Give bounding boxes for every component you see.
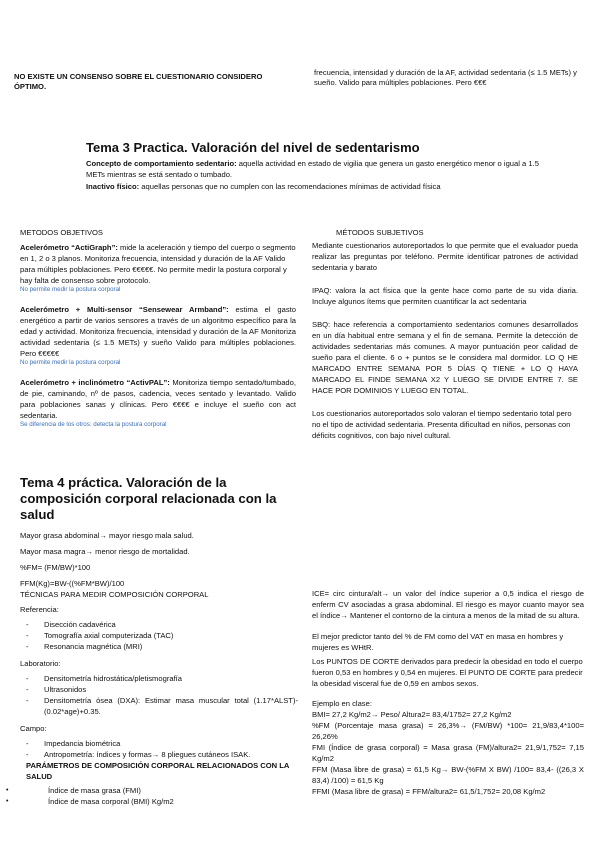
list-item: - Antropometría: índices y formas→ 8 pliegues cutáneos ISAK.: [20, 749, 298, 760]
list-item: • Índice de masa corporal (BMI) Kg/m2: [20, 796, 298, 807]
reference-label: Referencia:: [20, 605, 59, 614]
questionnaires-summary: Los cuestionarios autoreportados solo valoran el tiempo sedentario total pero no el tipo de actividad sedentaria. Presenta dificultad en niños, personas con déficits cognitivos, con bajo nivel cultural.: [312, 408, 572, 440]
right-lower-section: [312, 588, 584, 797]
actigraph-label: Acelerómetro “ActiGraph”:: [20, 242, 118, 252]
sensewear-label: Acelerómetro + Multi-sensor “Sensewear Armband”:: [20, 304, 229, 314]
subjective-intro: Mediante cuestionarios autoreportados lo que permite que el evaluador pueda realizar las preguntas por teléfono. Permite identificar patrones de actividad sedentaria y barato: [312, 240, 578, 272]
params-heading: PARÁMETROS DE COMPOSICIÓN CORPORAL RELACIONADOS CON LA SALUD: [26, 761, 290, 781]
lab-list: [20, 673, 298, 717]
concept-label: Concepto de comportamiento sedentario:: [86, 159, 237, 168]
list-item: - Tomografía axial computerizada (TAC): [20, 630, 298, 641]
list-item: - Ultrasonidos: [20, 684, 298, 695]
cut-points-text: Los PUNTOS DE CORTE derivados para predecir la obesidad en todo el cuerpo fueron 0,53 en hombres y 0,54 en mujeres. El PUNTO DE CORTE para predecir la obesidad visceral fue de 0,59 en ambos sexos.: [312, 657, 583, 688]
objective-methods: [20, 228, 296, 429]
example-line: FFMI (Masa libre de grasa) = FFM/altura2= 61,5/1,752= 20,08 Kg/m2: [312, 787, 546, 796]
list-item: • Índice de masa grasa (FMI): [20, 785, 298, 796]
actigraph-note: No permite medir la postura corporal: [20, 285, 121, 293]
sensewear-block: [20, 304, 296, 359]
inactive-label: Inactivo físico:: [86, 182, 140, 191]
activpal-label: Acelerómetro + inclinómetro “ActivPAL”:: [20, 377, 170, 387]
inactive-definition: [86, 181, 556, 192]
top-right-note: frecuencia, intensidad y duración de la AF, actividad sedentaria (≤ 1.5 METs) y sueño. Valido para múltiples poblaciones. Pero €€€: [314, 68, 577, 87]
sedentary-concept: [86, 158, 556, 180]
concept-text: aquella actividad en estado de vigilia que genera un gasto energético menor o igual a 1.5 METs mientras se está sentado o tumbado.: [86, 159, 539, 179]
formula-ffm: FFM(Kg)=BW-((%FM*BW)/100: [20, 579, 125, 588]
sensewear-note: No permite medir la postura corporal: [20, 358, 121, 366]
field-label: Campo:: [20, 724, 47, 733]
tema3-title: Tema 3 Practica. Valoración del nivel de sedentarismo: [86, 140, 420, 155]
sbq-text: SBQ: hace referencia a comportamiento sedentarios comunes desarrollados en un día habitual entre semana y el fin de semana. Permite la detección de actividades sedentarias más comunes. A mayor puntuación peor calidad de sueño para el cliente. 6 o + puntos se le considera mal dormidor. LO Q HE MARCADO ENTRE SEMANA POR 5 DÍAS Q TIENE + LO Q HAYA MARCADO EL FINDE SEMANA X2 Y LUEGO SE DIVIDE ENTRE 7. SE HACE POR DOMINIOS Y LUEGO EN TOTAL.: [312, 319, 578, 395]
list-item: - Densitometría ósea (DXA): Estimar masa muscular total (1.17*ALST)-(0.02*age)+0.35.: [20, 695, 298, 717]
tema3-section: [86, 140, 556, 192]
predictor-text: El mejor predictor tanto del % de FM como del VAT en masa en hombres y mujeres es WHtR.: [312, 632, 564, 652]
top-left-note: NO EXISTE UN CONSENSO SOBRE EL CUESTIONARIO CONSIDERO ÓPTIMO.: [14, 72, 263, 91]
reference-list: [20, 619, 298, 652]
activpal-block: [20, 377, 296, 421]
actigraph-block: [20, 242, 296, 286]
example-line: FMI (Índice de grasa corporal) = Masa grasa (FM)/altura2= 21,9/1,752= 7,15 Kg/m2: [312, 743, 584, 763]
subjective-heading: MÉTODOS SUBJETIVOS: [336, 228, 424, 237]
formula-fm: %FM= (FM/BW)*100: [20, 563, 91, 572]
list-item: - Resonancia magnética (MRI): [20, 641, 298, 652]
example-label: Ejemplo en clase:: [312, 699, 372, 708]
sensewear-text: estima el gasto energético a partir de varios sensores a través de un algoritmo específico para la edad y actividad. Monitoriza frecuencia, intensidad y duración de la AF Monitoriza actividad sedentaria (≤ 1.5 METs) y sueño Valido para múltiples poblaciones. Pero €€€€€: [20, 304, 296, 358]
objective-heading: METODOS OBJETIVOS: [20, 228, 103, 237]
techniques-heading: TÉCNICAS PARA MEDIR COMPOSICIÓN CORPORAL: [20, 590, 209, 599]
params-list: [20, 785, 298, 807]
tema4-section: [20, 475, 298, 807]
actigraph-text: mide la aceleración y tiempo del cuerpo o segmento en 1, 2 o 3 planos. Monitoriza frecuencia, intensidad y duración de la AF Valido para múltiples poblaciones. Pero €€€€€. No permite medir la postura corporal y hay falta de consenso sobre protocolo.: [20, 242, 296, 285]
tema4-title: Tema 4 práctica. Valoración de la composición corporal relacionada con la salud: [20, 475, 277, 522]
example-line: %FM (Porcentaje masa grasa) = 26,3%→ (FM/BW) *100= 21,9/83,4*100= 26,26%: [312, 721, 584, 741]
list-item: - Densitometría hidrostática/pletismografía: [20, 673, 298, 684]
activpal-text: Monitoriza tiempo sentado/tumbado, de pie, caminando, nº de pasos, cadencia, veces sentado y levantado. Valido para poblaciones sanas y clínicas. Pero €€€€ e incluye el sueño con act sedentaria.: [20, 377, 296, 420]
list-item: - Impedancia biométrica: [20, 738, 298, 749]
inactive-text: aquellas personas que no cumplen con las recomendaciones mínimas de actividad física: [141, 182, 441, 191]
ipaq-text: IPAQ: valora la act física que la gente hace como parte de su vida diaria. Incluye algunos ítems que permiten cuantificar la act sedentaria: [312, 285, 578, 306]
list-item: - Disección cadavérica: [20, 619, 298, 630]
example-line: FFM (Masa libre de grasa) = 61,5 Kg→ BW-(%FM X BW) /100= 83,4- ((26,3 X 83,4) /100) = 61,5 Kg: [312, 765, 584, 785]
tema4-line1: Mayor grasa abdominal→ mayor riesgo mala salud.: [20, 531, 194, 540]
field-list: [20, 738, 298, 760]
ice-text: ICE= circ cintura/alt→ un valor del índice superior a 0,5 indica el riesgo de enferm CV asociadas a grasa abdominal. El riesgo es mayor cuanto mayor sea el índice→ Mantener el contorno de la cintura a menos de la mitad de su altura.: [312, 589, 584, 620]
subjective-methods: [312, 228, 578, 441]
activpal-note: Se diferencia de los otros: detecta la postura corporal: [20, 420, 167, 428]
example-line: BMI= 27,2 Kg/m2→ Peso/ Altura2= 83,4/1752= 27,2 Kg/m2: [312, 710, 512, 719]
tema4-line2: Mayor masa magra→ menor riesgo de mortalidad.: [20, 547, 190, 556]
lab-label: Laboratorio:: [20, 659, 61, 668]
example-list: [312, 709, 584, 797]
